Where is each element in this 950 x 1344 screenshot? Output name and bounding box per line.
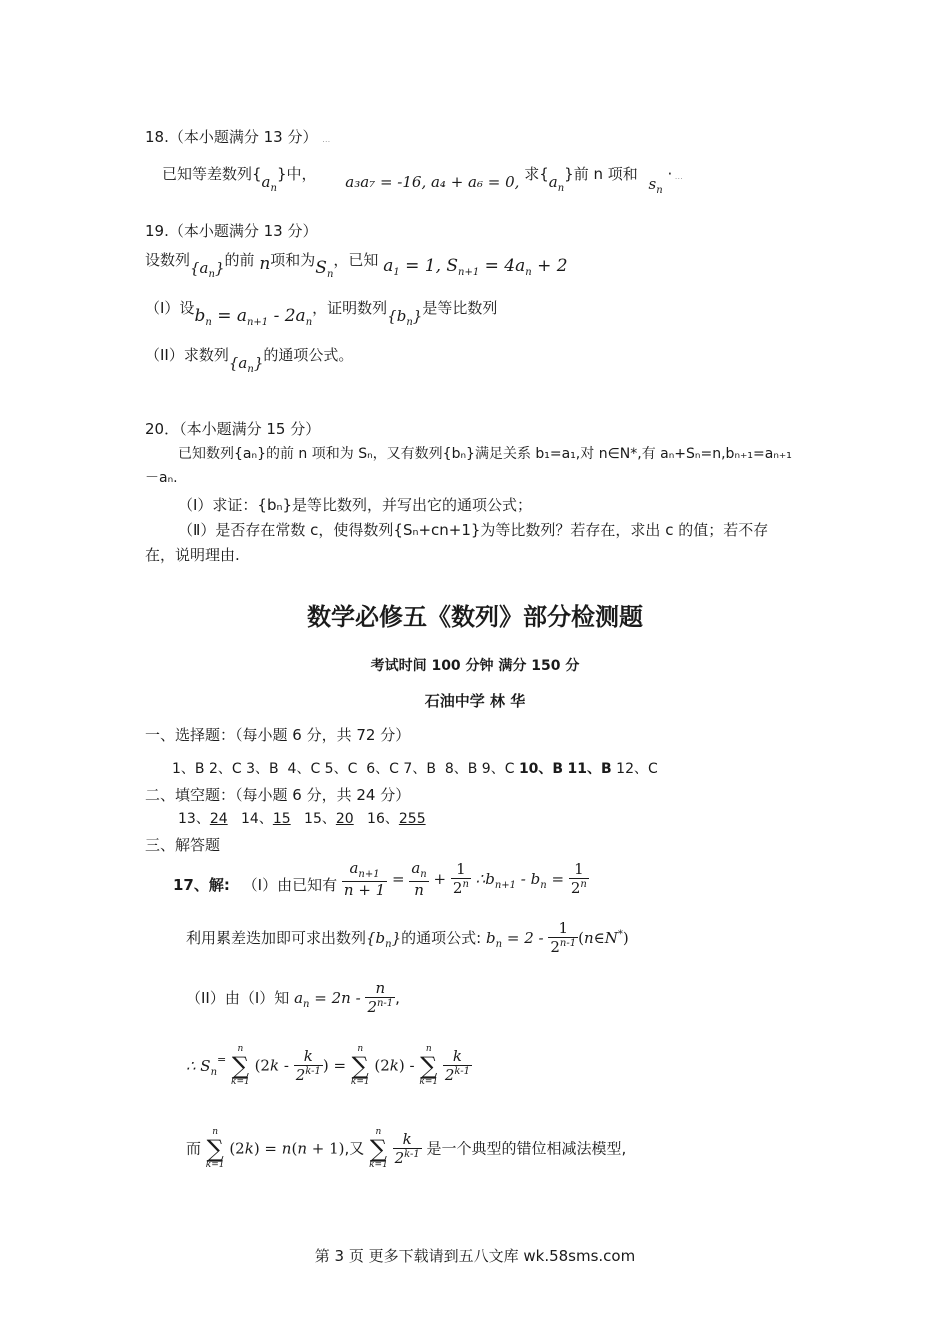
- exam-info: 考试时间 100 分钟 满分 150 分: [370, 658, 580, 674]
- q20-part1: （Ⅰ）求证：{bₙ}是等比数列，并写出它的通项公式；: [178, 496, 533, 514]
- section-fill: 二、填空题：（每小题 6 分，共 24 分）: [145, 786, 411, 804]
- q18-header: 18.（本小题满分 13 分） …: [145, 128, 331, 146]
- q20-part2: （Ⅱ）是否存在常数 c，使得数列{Sₙ+cn+1}为等比数列？若存在，求出 c 的值；若不存: [178, 521, 769, 539]
- s17-line4: ∴ $S_n^=$ n ∑ k=1 (2k - $\frac{k}{2^{k-1}}$ ) = n ∑ k=1 (2k) - n ∑ k=1 $\frac{k}{2^{k-1}}$: [186, 1044, 471, 1087]
- s17-line1: 17、解: （I）由已知有 $\frac{a_{n+1}}{n + 1}$ = $\frac{a_n}{n}$ + $\frac{1}{2^n}$ $\therefore b_{n+1} - b_n$ = $\frac{1}{2^n}$: [173, 859, 587, 899]
- q20-part2-cont: 在，说明理由.: [145, 546, 240, 564]
- page-footer: 第 3 页 更多下载请到五八文库 wk.58sms.com: [314, 1247, 636, 1265]
- section-choice: 一、选择题：（每小题 6 分，共 72 分）: [145, 726, 411, 744]
- q19-statement: 设数列$\{a_n\}$的前 n项和为$S_n$，已知 $a_1 = 1$, $S_{n+1} = 4a_n + 2$: [145, 251, 568, 280]
- q20-line2: －aₙ.: [145, 470, 178, 486]
- q20-line1: 已知数列{aₙ}的前 n 项和为 Sₙ，又有数列{bₙ}满足关系 b₁=a₁,对 n∈N*,有 aₙ+Sₙ=n,bₙ₊₁=aₙ₊₁: [178, 446, 792, 462]
- q19-part1: （I）设$b_n = a_{n+1} - 2a_n$，证明数列$\{b_n\}$是等比数列: [145, 299, 498, 328]
- s17-line3: （II）由（I）知 $a_n = 2n$ - $\frac{n}{2^{n-1}}$ ,: [186, 979, 400, 1017]
- s17-line2: 利用累差迭加即可求出数列$\{b_n\}$的通项公式: $b_n = 2$ - $\frac{1}{2^{n-1}}$ (n∈N*): [186, 919, 629, 957]
- choice-answers: 1、B 2、C 3、B 4、C 5、C 6、C 7、B 8、B 9、C 10、B 11、B 12、C: [172, 761, 658, 777]
- q19-part2: （II）求数列$\{a_n\}$的通项公式。: [145, 346, 354, 375]
- q20-header: 20．（本小题满分 15 分）: [145, 420, 321, 438]
- fill-answers: 13、24 14、15 15、20 16、255: [178, 811, 426, 827]
- q18-statement: 已知等差数列$\{a_n\}$中， a₃a₇ = -16, a₄ + a₆ = 0, 求$\{a_n\}$前 n 项和 $s_n$ · …: [162, 165, 683, 196]
- page-title: 数学必修五《数列》部分检测题: [307, 603, 643, 631]
- author: 石油中学 林 华: [424, 692, 526, 710]
- section-solve: 三、解答题: [145, 836, 221, 854]
- q19-header: 19.（本小题满分 13 分）: [145, 222, 318, 240]
- s17-line5: 而 n ∑ k=1 (2k) = n(n + 1),又 n ∑ k=1 $\frac{k}{2^{k-1}}$ 是一个典型的错位相减法模型,: [186, 1127, 627, 1170]
